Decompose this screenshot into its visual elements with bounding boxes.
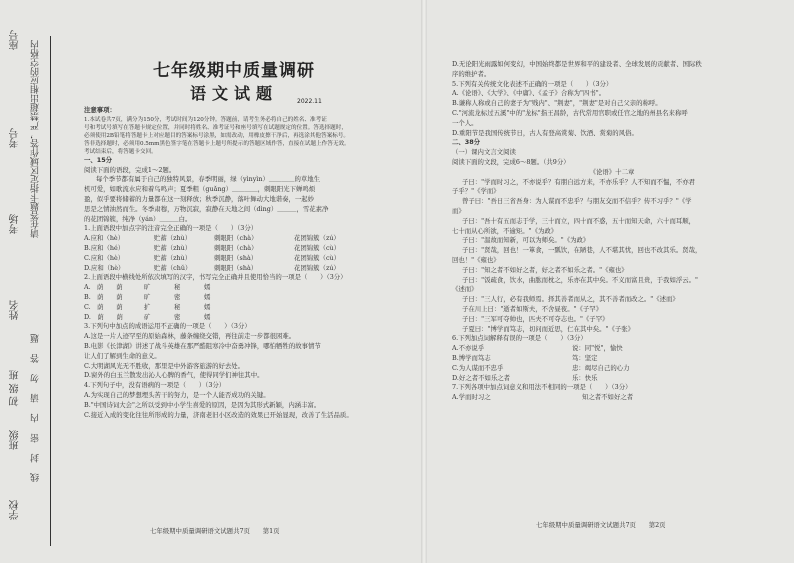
option-row bbox=[84, 313, 384, 323]
option-cell: 秘 bbox=[174, 283, 181, 292]
option-row bbox=[452, 393, 772, 403]
option-cell: 刺眼阳（shà） bbox=[214, 263, 258, 272]
option-cell: C. 荫 荫 bbox=[84, 302, 123, 311]
class-suffix: 初 级 班 bbox=[10, 370, 21, 407]
question-5: 5.下列有关传统文化表述不正确的一项是（ ）（3分） bbox=[452, 79, 613, 88]
notice-line: 考试结束后，将答题卡交回。 bbox=[84, 148, 157, 155]
option-line: D.重阳节是我国传统节日，古人有登高赏菊、饮酒、赏菊的风俗。 bbox=[452, 128, 638, 137]
option-row bbox=[452, 344, 772, 354]
page-2 bbox=[452, 60, 772, 403]
text-line: 回也！"《雍也》 bbox=[452, 255, 500, 264]
option-row bbox=[84, 303, 384, 313]
option-cell: 旷 bbox=[144, 283, 151, 292]
section-heading: 一、15分 bbox=[84, 155, 113, 164]
option-line: 一个人。 bbox=[452, 118, 478, 127]
passage-line: 盈，似乎要将储蓄的力量都在这一刻释放；秋季沉静，落叶舞动大地谐奏，一起妙 bbox=[84, 194, 315, 203]
option-cell: 忠：竭尽自己的心力 bbox=[572, 363, 630, 372]
text-line: 子曰："三军可夺帅也，匹夫不可夺志也。"《子罕》 bbox=[462, 314, 609, 323]
text-line: 七十而从心所欲，不逾矩。"《为政》 bbox=[452, 226, 558, 235]
question-7: 7.下列各项中加点词意义和用法不相同的一项是（ ）（3分） bbox=[452, 383, 632, 392]
option-row bbox=[84, 283, 384, 293]
option-row bbox=[84, 293, 384, 303]
option-cell: B.博学而笃志 bbox=[452, 353, 491, 362]
option-cell: D.好之者不如乐之者 bbox=[452, 373, 511, 382]
text-line: 子曰："知之者不如好之者，好之者不如乐之者。"《雍也》 bbox=[462, 265, 628, 274]
option-cell: 知之者不如好之者 bbox=[582, 393, 634, 402]
page-1 bbox=[84, 60, 384, 420]
passage-line: 的花团锦簇，纯净（yán）＿＿＿白。 bbox=[84, 214, 192, 223]
text-line: 《述而》 bbox=[452, 285, 478, 294]
text-title: 《论语》十二章 bbox=[589, 167, 635, 176]
option-line: C."河流龙标过五溪"中的"龙标"指王昌龄，古代常用官职或任官之地的州县名来称呼 bbox=[452, 108, 688, 117]
option-cell: A.不亦说乎 bbox=[452, 344, 485, 353]
question-6: 6.下列加点词解释有误的一项是（ ）（3分） bbox=[452, 334, 587, 343]
option-row bbox=[452, 364, 772, 374]
text-line: 子曰："三人行，必有我师焉。择其善者而从之，其不善者而改之。"《述而》 bbox=[462, 295, 679, 304]
subtitle-text: 语文试题 bbox=[189, 84, 278, 103]
option-row bbox=[84, 234, 384, 244]
option-cell: 贮蓄（zhù） bbox=[154, 234, 192, 243]
question-1-options bbox=[84, 234, 384, 273]
exam-title: 七年级期中质量调研 bbox=[153, 61, 315, 81]
text-line: 子曰："吾十有五而志于学，三十而立，四十而不惑，五十而知天命，六十而耳顺， bbox=[462, 216, 696, 225]
option-cell: 刺眼阳（shà） bbox=[214, 253, 258, 262]
binding-line bbox=[50, 36, 51, 546]
option-cell: 花团锦簇（zú） bbox=[294, 234, 340, 243]
option-cell: C.为人谋而不忠乎 bbox=[452, 363, 504, 372]
binding-margin bbox=[0, 0, 50, 563]
option-cell: 刺眼阳（chà） bbox=[214, 243, 258, 252]
option-cell: A.应和（hè） bbox=[84, 234, 125, 243]
option-cell: B.应和（hé） bbox=[84, 243, 125, 252]
text-line: 子曰："饭疏食，饮水，曲肱而枕之，乐亦在其中矣。不义而富且贵，于我如浮云。" bbox=[462, 275, 698, 284]
classical-text bbox=[452, 178, 772, 335]
question-2: 2.上面语段中横线处所依次填写的汉字，书写完全正确并且使用恰当的一项是（ ）（3分） bbox=[84, 273, 347, 282]
option-cell: B. 荫 荫 bbox=[84, 292, 123, 301]
option-cell: 贮蓄（zhù） bbox=[154, 243, 192, 252]
notice-line: 必须使用2B铅笔将答题卡上对应题目的答案标号涂黑，如需改动，用橡皮擦干净后，再选涂其他答案标号。 bbox=[84, 132, 349, 139]
page-fold bbox=[421, 0, 427, 563]
question-6-options bbox=[452, 344, 772, 383]
option-line: C.大明湖风光无不胜收，那里是中外游客旅游的好去处。 bbox=[84, 361, 245, 370]
option-cell: 旷 bbox=[144, 292, 151, 301]
option-cell: 嫣 bbox=[204, 302, 211, 311]
page-2-footer: 七年级期中质量调研语文试题共7页 第2页 bbox=[536, 521, 666, 529]
reading-intro: 阅读下面的文段，完成6～8题。（共9分） bbox=[452, 157, 570, 166]
grade-class-label: 班级 bbox=[10, 430, 21, 450]
option-row bbox=[452, 354, 772, 364]
passage-line: 每个季节都有属于自己的独特风景，春季明丽，绿（yìnyìn）＿＿＿＿的草地生 bbox=[96, 175, 321, 184]
option-cell: 秘 bbox=[174, 302, 181, 311]
name-label: 姓名 bbox=[10, 300, 21, 320]
option-cell: D. 荫 荫 bbox=[84, 312, 123, 321]
option-line: B.谦称人称或自己的妻子为"贱内"、"荆妻"，"荆妻"是对自己父亲的称呼。 bbox=[452, 99, 662, 108]
exam-subtitle bbox=[84, 82, 384, 106]
option-cell: 嫣 bbox=[204, 312, 211, 321]
option-cell: D.应和（hè） bbox=[84, 263, 125, 272]
option-cell: 花团锦簇（cù） bbox=[294, 243, 341, 252]
option-cell: 嫣 bbox=[204, 292, 211, 301]
option-cell: 密 bbox=[174, 312, 181, 321]
question-7-options bbox=[452, 393, 772, 403]
option-cell: 说：同"悦"，愉快 bbox=[572, 344, 623, 353]
exam-no-label: 考号 bbox=[10, 128, 21, 148]
answer-notice: 请在答题卡指定区域作答，严禁超出相应的空格内 bbox=[31, 40, 41, 238]
option-cell: 刺眼阳（chà） bbox=[214, 234, 258, 243]
option-line: D.无论阳光雨露如何变幻，中国始终都是世界和平的建设者、全球发展的贡献者、国际秩 bbox=[452, 60, 702, 68]
text-line: 子乎？"《学而》 bbox=[452, 187, 500, 196]
option-cell: 贮蓄（chǔ） bbox=[154, 263, 192, 272]
text-line: 子曰："贤哉，回也！一箪食，一瓢饮，在陋巷，人不堪其忧，回也不改其乐。贤哉， bbox=[462, 246, 702, 255]
text-line: 曾子曰："吾日三省吾身：为人谋而不忠乎？与朋友交而不信乎？传不习乎？"《学 bbox=[462, 197, 692, 206]
option-cell: 花团锦簇（cù） bbox=[294, 253, 341, 262]
text-line: 子在川上曰："逝者如斯夫，不舍昼夜。"《子罕》 bbox=[462, 304, 603, 313]
option-line: C.接近入成的变化往往所形成的力量，济南老旧小区改造的效果已开始显现，改善了生活品质。 bbox=[84, 410, 353, 419]
notice-heading: 注意事项： bbox=[84, 106, 116, 114]
subsection-heading: （一）课内文言文阅读 bbox=[452, 148, 516, 157]
option-cell: 花团锦簇（zú） bbox=[294, 263, 340, 272]
option-cell: C.应和（hè） bbox=[84, 253, 125, 262]
question-3: 3.下列句中加点的成语运用不正确的一项是（ ）（3分） bbox=[84, 322, 251, 331]
option-cell: 密 bbox=[174, 292, 181, 301]
option-row bbox=[84, 244, 384, 254]
room-label: 考场 bbox=[10, 214, 21, 234]
seat-label: 座号 bbox=[10, 30, 21, 50]
text-line: 子曰："温故而知新，可以为师矣。"《为政》 bbox=[462, 236, 590, 245]
option-cell: 扩 bbox=[144, 302, 151, 311]
notice-line: 号和考试号填写在答题卡规定位置，并同时将姓名、准考证号和座号填写在试题规定的位置。答选择题时， bbox=[84, 124, 347, 131]
exam-date: 2022.11 bbox=[297, 98, 322, 105]
option-line: 让人们了解到生命的意义。 bbox=[84, 351, 161, 360]
option-cell: 乐：快乐 bbox=[572, 373, 598, 382]
text-line: 而》 bbox=[452, 206, 465, 215]
option-line: B.电影《长津湖》讲述了战斗英雄在那严酷阻寒冷中奋勇冲锋，哪怕牺牲的故事情节 bbox=[84, 341, 321, 350]
question-2-options bbox=[84, 283, 384, 322]
option-row bbox=[84, 264, 384, 274]
option-line: 序的维护者。 bbox=[452, 69, 491, 78]
option-line: A.为实现自己的梦想埋头苦干的努力，是一个人能否成功的关键。 bbox=[84, 390, 270, 399]
notice-line: 1.本试卷共7页，满分为150分，考试时间为120分钟。答题前，请考生务必将自己的姓名、准考证 bbox=[84, 116, 327, 123]
text-line: 子夏曰："博学而笃志，切问而近思，仁在其中矣。"《子张》 bbox=[462, 324, 635, 333]
notice-block bbox=[84, 116, 384, 156]
passage-line: 思是之情油然而生。冬季肃穆，万物沉寂，寂静在天地之间（dìng）＿＿＿，雪花素净 bbox=[84, 204, 329, 213]
option-line: A.这是一片人迹罕至的原始森林，藤条缠绕交错，再往前走一步都很困难。 bbox=[84, 332, 296, 341]
question-4: 4.下列句子中，没有语病的一项是（ ）（3分） bbox=[84, 381, 226, 390]
option-line: B."中国诗词大会"之所以受到中小学生喜爱的原因，是因为其形式新颖，内涵丰富。 bbox=[84, 400, 321, 409]
option-row bbox=[452, 374, 772, 384]
option-line: D.窗外的白玉兰散发出沁人心脾的香气，使得同学们神往其中。 bbox=[84, 371, 264, 380]
passage-line: 机可爱，如歌流水应和着鸟鸣声；夏季粗（guǎng）＿＿＿＿，刺眼阳光下蝉鸣烦 bbox=[84, 185, 316, 194]
option-line: A.《论语》、《大学》、《中庸》、《孟子》合称为"四书"。 bbox=[452, 89, 606, 98]
text-line: 子曰："学而时习之，不亦说乎？有朋自远方来，不亦乐乎？人不知而不愠，不亦君 bbox=[462, 177, 696, 186]
seal-notice: 线 封 密 内 请 勿 答 题 bbox=[31, 330, 41, 483]
option-cell: 贮蓄（zhù） bbox=[154, 253, 192, 262]
question-1: 1.上面语段中加点字的注音完全正确的一项是（ ）（3分） bbox=[84, 224, 258, 233]
option-cell: 笃：坚定 bbox=[572, 353, 598, 362]
option-cell: 矿 bbox=[144, 312, 151, 321]
school-label: 学校 bbox=[10, 500, 21, 520]
reading-intro: 阅读下面的语段，完成1～2题。 bbox=[84, 165, 176, 174]
option-cell: A.学而时习之 bbox=[452, 393, 491, 402]
page-1-footer: 七年级期中质量调研语文试题共7页 第1页 bbox=[150, 527, 280, 535]
section-heading: 二、38分 bbox=[452, 138, 481, 147]
option-row bbox=[84, 254, 384, 264]
option-cell: 嫣 bbox=[204, 283, 211, 292]
option-cell: A. 荫 荫 bbox=[84, 283, 123, 292]
notice-line: 答非选择题时，必须用0.5mm黑色签字笔在答题卡上题号所提示的答题区域作答，直接在试题上作答无效。 bbox=[84, 140, 350, 147]
